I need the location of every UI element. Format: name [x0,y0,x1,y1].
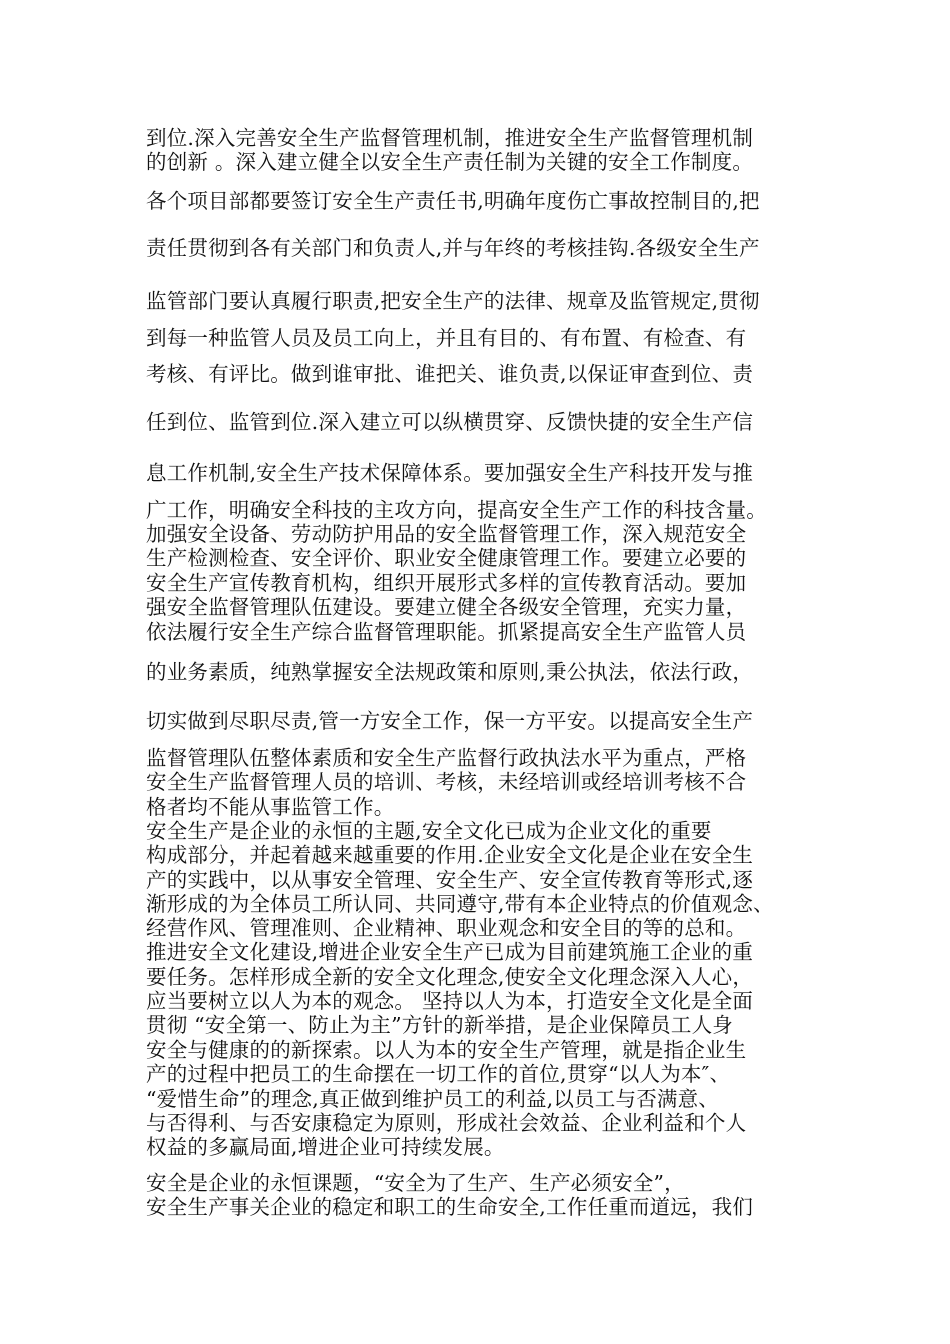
text-line: 产的实践中，以从事安全管理、安全生产、安全宣传教育等形式,逐 [146,868,754,892]
text-line: 格者均不能从事监管工作。 [146,795,395,819]
text-line: 各个项目部都要签订安全生产责任书,明确年度伤亡事故控制目的,把 [146,189,760,213]
text-line: 安全生产事关企业的稳定和职工的生命安全,工作任重而道远，我们 [146,1195,754,1219]
text-line: 应当要树立以人为本的观念。 坚持以人为本，打造安全文化是全面 [146,989,754,1013]
text-line: 推进安全文化建设,增进企业安全生产已成为目前建筑施工企业的重 [146,940,754,964]
text-line: 广工作，明确安全科技的主攻方向，提高安全生产工作的科技含量。 [146,498,767,522]
text-line: “爱惜生命”的理念,真正做到维护员工的利益,以员工与否满意、 [146,1087,719,1111]
text-line: 安全生产监督管理人员的培训、考核，未经培训或经培训考核不合 [146,770,747,794]
text-line: 贯彻 “安全第一、防止为主”方针的新举措，是企业保障员工人身 [146,1013,733,1037]
text-line: 加强安全设备、劳动防护用品的安全监督管理工作，深入规范安全 [146,522,747,546]
text-line: 息工作机制,安全生产技术保障体系。要加强安全生产科技开发与推 [146,461,754,485]
text-line: 产的过程中把员工的生命摆在一切工作的首位,贯穿“以人为本″、 [146,1062,731,1086]
text-line: 安全生产是企业的永恒的主题,安全文化已成为企业文化的重要 [146,819,712,843]
text-line: 到每一种监管人员及员工向上，并且有目的、有布置、有检查、有 [146,326,747,350]
text-line: 任到位、监管到位.深入建立可以纵横贯穿、反馈快捷的安全生产信 [146,410,754,434]
text-line: 依法履行安全生产综合监督管理职能。抓紧提高安全生产监管人员 [146,620,747,644]
text-line: 安全是企业的永恒课题，“安全为了生产、生产必须安全”， [146,1171,685,1195]
text-line: 的业务素质，纯熟掌握安全法规政策和原则,秉公执法，依法行政， [146,660,754,684]
text-line: 的创新 。深入建立健全以安全生产责任制为关键的安全工作制度。 [146,150,754,174]
text-line: 责任贯彻到各有关部门和负责人,并与年终的考核挂钩.各级安全生产 [146,236,760,260]
text-line: 渐形成的为全体员工所认同、共同遵守,带有本企业特点的价值观念、 [146,892,774,916]
text-line: 与否得利、与否安康稳定为原则，形成社会效益、企业利益和个人 [146,1111,747,1135]
text-line: 考核、有评比。做到谁审批、谁把关、谁负责,以保证审查到位、责 [146,362,754,386]
text-line: 要任务。怎样形成全新的安全文化理念,使安全文化理念深入人心， [146,965,754,989]
text-line: 权益的多赢局面,增进企业可持续发展。 [146,1135,505,1159]
text-line: 生产检测检查、安全评价、职业安全健康管理工作。要建立必要的 [146,546,747,570]
text-line: 强安全监督管理队伍建设。要建立健全各级安全管理，充实力量， [146,595,747,619]
text-line: 经营作风、管理准则、企业精神、职业观念和安全目的等的总和。 [146,916,747,940]
text-line: 监管部门要认真履行职责,把安全生产的法律、规章及监管规定,贯彻 [146,289,760,313]
text-line: 到位.深入完善安全生产监督管理机制，推进安全生产监督管理机制 [146,126,754,150]
text-line: 监督管理队伍整体素质和安全生产监督行政执法水平为重点，严格 [146,746,747,770]
text-line: 切实做到尽职尽责,管一方安全工作，保一方平安。以提高安全生产 [146,709,754,733]
text-line: 安全与健康的的新探索。以人为本的安全生产管理，就是指企业生 [146,1038,747,1062]
text-line: 安全生产宣传教育机构，组织开展形式多样的宣传教育活动。要加 [146,571,747,595]
text-line: 构成部分，并起着越来越重要的作用.企业安全文化是企业在安全生 [146,843,754,867]
